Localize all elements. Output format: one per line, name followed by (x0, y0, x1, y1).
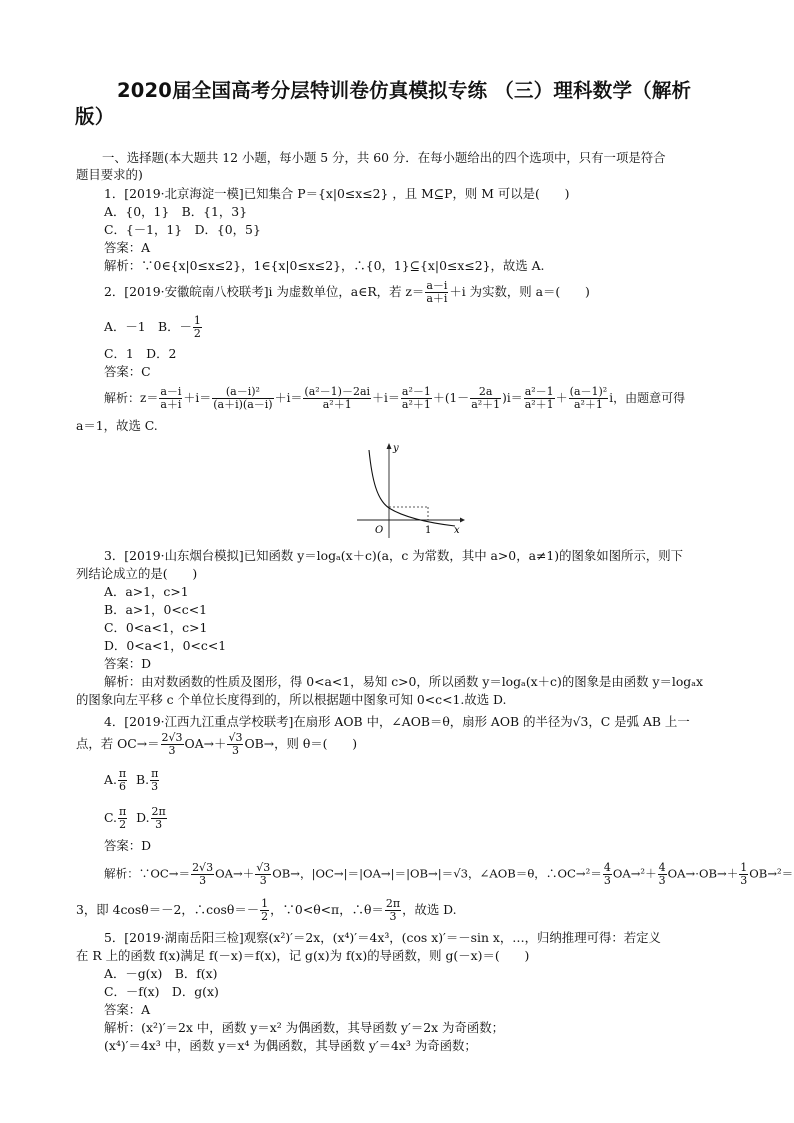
frac-num: a－i (160, 385, 182, 398)
q3-stem: 3．[2019·山东烟台模拟]已知函数 y＝logₐ(x＋c)(a，c 为常数，其中 a>0，a≠1)的图象如图所示，则下 (104, 548, 683, 563)
sol-frac (524, 386, 555, 411)
q2-fraction (425, 280, 448, 305)
section-intro-cont: 题目要求的) (76, 167, 143, 182)
frac-num: √3 (256, 861, 271, 874)
sol-text: )i＝ (502, 391, 523, 405)
sol-text: OA→＋ (215, 866, 255, 881)
frac-den: 3 (168, 744, 176, 757)
log-function-graph (355, 440, 470, 540)
frac-num: 2a (470, 386, 501, 399)
frac-den: a＋i (160, 398, 182, 411)
sol-text: OB→，|OC→|＝|OA→|＝|OB→|＝√3，∠AOB＝θ，∴OC→²＝ (272, 866, 602, 881)
section-intro: 一、选择题(本大题共 12 小题，每小题 5 分，共 60 分．在每小题给出的四个选项中，只有一项是符合 (102, 150, 666, 165)
page-title (75, 78, 745, 130)
frac-den: 3 (389, 910, 397, 923)
x-axis-label: x (454, 525, 460, 536)
q2-stem (104, 280, 754, 305)
option-letter: B. (136, 772, 150, 787)
sol-frac (255, 862, 271, 887)
q5-options-cd: C．－f(x) D．g(x) (104, 984, 219, 999)
q4-options-cd (104, 806, 754, 831)
q4-text: OA→＋ (184, 736, 227, 751)
q4-frac (227, 732, 243, 757)
frac-num: π (151, 767, 159, 780)
sol-frac (191, 862, 214, 887)
frac-den: 3 (151, 780, 159, 793)
frac-den: 3 (603, 874, 611, 887)
q3-answer: 答案：D (104, 656, 152, 671)
option-frac (150, 768, 159, 793)
sol-frac (739, 862, 748, 887)
title-line-1: 2020届全国高考分层特训卷仿真模拟专练 （三）理科数学（解析 (117, 79, 692, 102)
sol-text: OA→²＋ (612, 866, 657, 881)
frac-num: (a－i)² (212, 386, 273, 399)
sol-text: ，∵0<θ<π，∴θ＝ (270, 902, 384, 917)
frac-num: a²－1 (401, 385, 431, 398)
frac-den: a＋i (426, 292, 448, 305)
q5-stem-cont: 在 R 上的函数 f(x)满足 f(－x)＝f(x)，记 g(x)为 f(x)的导函数，则 g(－x)＝( ) (76, 948, 530, 963)
sol-text: OA→·OB→＋ (667, 866, 739, 881)
frac-den: 6 (119, 780, 126, 793)
frac-num: 4 (603, 861, 611, 874)
frac-num: 1 (261, 897, 269, 910)
q4-text: OB→，则 θ＝( ) (244, 736, 358, 751)
q5-solution-cont: (x⁴)′＝4x³ 中，函数 y＝x⁴ 为偶函数，其导函数 y′＝4x³ 为奇函数； (104, 1038, 477, 1053)
q3-solution-cont: 的图象向左平移 c 个单位长度得到的，所以根据题中图象可知 0<c<1.故选 D. (76, 692, 507, 707)
frac-num: a－i (426, 279, 448, 292)
frac-den: 3 (231, 744, 239, 757)
origin-label: O (375, 525, 384, 536)
frac-den: a²＋1 (573, 398, 603, 411)
sol-frac (569, 386, 609, 411)
sol-text: ＋ (555, 391, 568, 405)
q1-answer: 答案：A (104, 240, 151, 255)
frac-num: 1 (740, 861, 748, 874)
q2-option-b-fraction (193, 315, 202, 340)
sol-frac (303, 386, 371, 411)
option-frac (118, 806, 127, 831)
q2-stem-pre: 2．[2019·安徽皖南八校联考]i 为虚数单位，a∈R，若 z＝ (104, 284, 425, 299)
q4-options-ab (104, 768, 754, 793)
q4-stem-cont (76, 732, 726, 757)
frac-num: 4 (658, 861, 666, 874)
option-letter: A. (104, 772, 117, 787)
q2-solution (104, 386, 754, 411)
frac-den: (a＋i)(a－i) (213, 398, 273, 411)
q5-solution: 解析：(x²)′＝2x 中，函数 y＝x² 为偶函数，其导函数 y′＝2x 为奇函数； (104, 1020, 505, 1035)
sol-frac (603, 862, 612, 887)
frac-den: 3 (259, 874, 267, 887)
q3-option-c: C．0<a<1，c>1 (104, 620, 208, 635)
frac-num: a²－1 (524, 385, 554, 398)
q3-option-b: B．a>1，0<c<1 (104, 602, 208, 617)
sol-text: ＋(1－ (432, 391, 470, 405)
q3-option-d: D．0<a<1，0<c<1 (104, 638, 227, 653)
frac-num: π (118, 805, 127, 818)
sol-text: OB→²＝ (749, 866, 794, 881)
frac-num: π (118, 767, 127, 780)
frac-num: 1 (193, 314, 201, 327)
frac-den: a²＋1 (322, 398, 352, 411)
q3-solution: 解析：由对数函数的性质及图形，得 0<a<1，易知 c>0，所以函数 y＝logₐ(x＋c)的图象是由函数 y＝logₐx (104, 674, 704, 689)
q4-solution-cont (76, 898, 726, 923)
q4-text: 点，若 OC→＝ (76, 736, 160, 751)
frac-den: 2 (261, 910, 269, 923)
tick-label: 1 (425, 525, 432, 536)
sol-text: ＋i＝ (372, 391, 400, 405)
option-frac (118, 768, 127, 793)
q1-stem: 1．[2019·北京海淀一模]已知集合 P＝{x|0≤x≤2} ，且 M⊆P，则 M 可以是( ) (104, 186, 570, 201)
sol-frac (159, 386, 182, 411)
sol-frac (385, 898, 401, 923)
frac-den: 2 (193, 327, 201, 340)
q1-solution: 解析：∵0∈{x|0≤x≤2}，1∈{x|0≤x≤2}，∴{0，1}⊆{x|0≤x≤2}，故选 A. (104, 258, 545, 273)
q4-frac (161, 732, 184, 757)
q3-stem-cont: 列结论成立的是( ) (76, 566, 198, 581)
function-curve (369, 450, 455, 526)
y-axis-label: y (393, 443, 399, 454)
q2-solution-cont: a＝1，故选 C. (76, 418, 158, 433)
sol-frac (401, 386, 432, 411)
q4-stem: 4．[2019·江西九江重点学校联考]在扇形 AOB 中，∠AOB＝θ，扇形 AOB 的半径为√3，C 是弧 AB 上一 (104, 714, 690, 729)
sol-text: ，故选 D. (402, 902, 457, 917)
sol-frac (658, 862, 667, 887)
sol-text: i，由题意可得 (609, 391, 686, 405)
frac-num: (a－1)² (569, 385, 608, 398)
q3-option-a: A．a>1，c>1 (104, 584, 189, 599)
q2-options-ab-text: A．－1 B．－ (104, 319, 192, 334)
sol-text: 解析：∵OC→＝ (104, 866, 191, 881)
frac-den: 2 (119, 818, 127, 831)
option-letter: D. (136, 810, 150, 825)
q2-options-cd: C．1 D．2 (104, 346, 177, 361)
q1-options-ab: A．{0，1} B．{1，3} (104, 204, 248, 219)
sol-frac (260, 898, 269, 923)
q4-solution (104, 861, 794, 887)
option-letter: C. (104, 810, 117, 825)
frac-den: 3 (199, 874, 207, 887)
frac-den: a²＋1 (471, 398, 501, 411)
q4-answer: 答案：D (104, 838, 152, 853)
title-line-2: 版） (75, 105, 115, 128)
frac-num: (a²－1)－2ai (304, 385, 371, 398)
frac-den: 3 (740, 874, 748, 887)
frac-num: √3 (228, 731, 243, 744)
option-frac (151, 806, 167, 831)
sol-text: 解析：z＝ (104, 391, 159, 405)
q2-stem-post: ＋i 为实数，则 a＝( ) (449, 284, 590, 299)
y-axis-arrow (387, 443, 392, 449)
sol-frac (212, 386, 273, 411)
frac-num: 2π (385, 897, 401, 910)
frac-den: 3 (658, 874, 666, 887)
frac-num: 2√3 (161, 731, 183, 744)
q5-stem: 5．[2019·湖南岳阳三检]观察(x²)′＝2x，(x⁴)′＝4x³，(cos x)′＝－sin x，…，归纳推理可得：若定义 (104, 930, 661, 945)
frac-den: 3 (155, 818, 163, 831)
sol-text: ＋i＝ (274, 391, 303, 405)
q2-options-ab (104, 315, 754, 340)
frac-num: 2π (151, 805, 166, 818)
sol-frac (470, 386, 501, 411)
sol-text: 3，即 4cosθ＝－2，∴cosθ＝－ (76, 902, 260, 917)
frac-den: a²＋1 (401, 398, 431, 411)
frac-den: a²＋1 (524, 398, 554, 411)
q1-options-cd: C．{－1，1} D．{0，5} (104, 222, 261, 237)
q5-options-ab: A．－g(x) B．f(x) (104, 966, 218, 981)
q2-answer: 答案：C (104, 364, 151, 379)
frac-num: 2√3 (192, 861, 214, 874)
x-axis-arrow (460, 518, 465, 523)
q5-answer: 答案：A (104, 1002, 151, 1017)
sol-text: ＋i＝ (183, 391, 212, 405)
